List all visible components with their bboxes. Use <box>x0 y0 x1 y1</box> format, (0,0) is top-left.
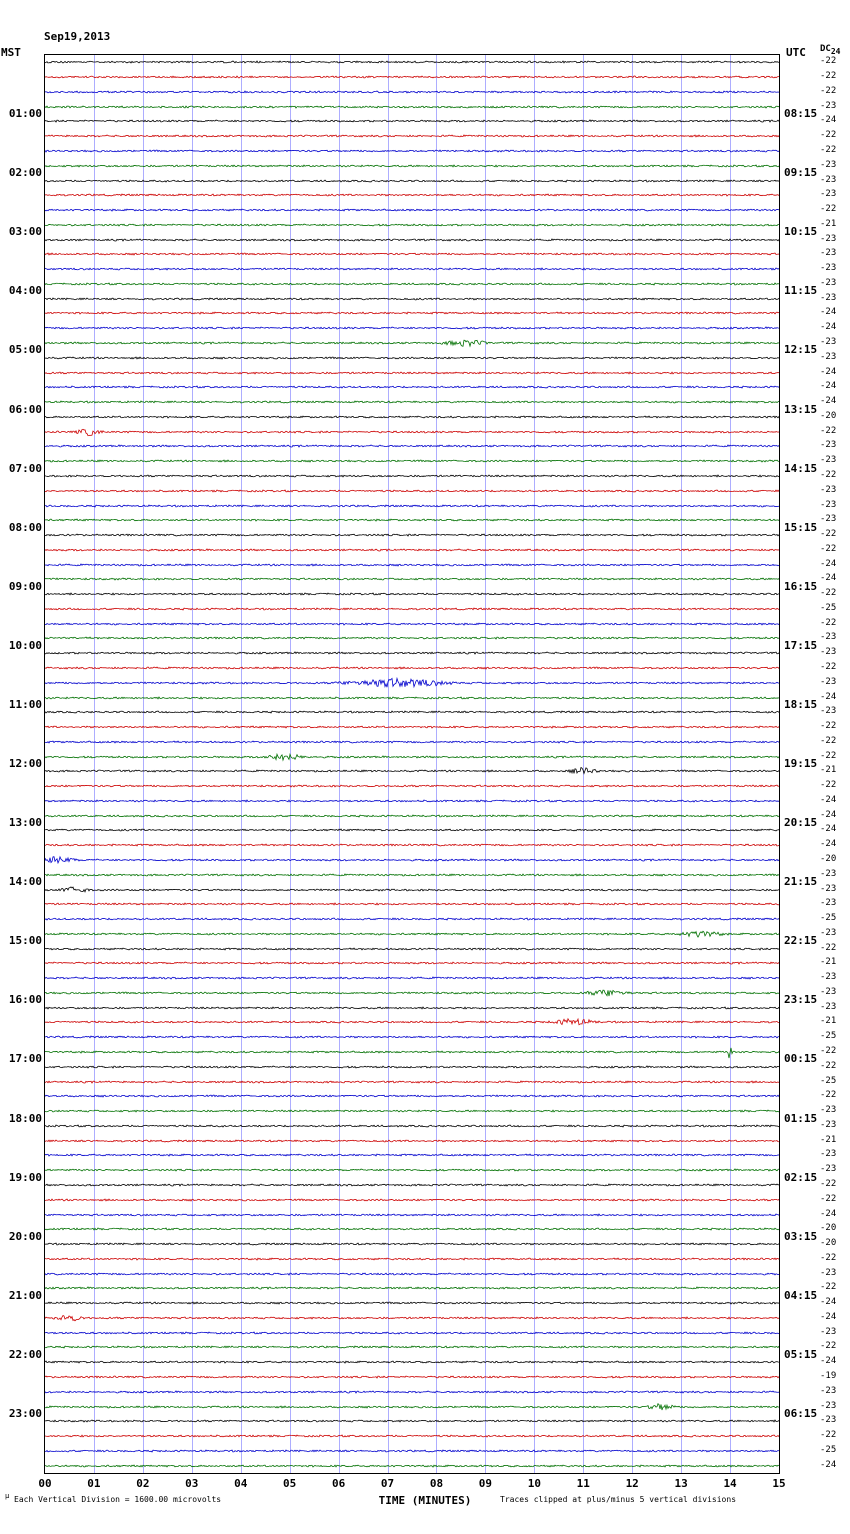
right-hour-label: 04:15 <box>784 1288 818 1302</box>
dc-offset-value: -23 <box>820 499 837 510</box>
right-hour-label: 03:15 <box>784 1229 818 1243</box>
trace-line <box>45 1325 780 1341</box>
dc-offset-value: -23 <box>820 898 837 909</box>
dc-offset-value: -23 <box>820 1385 837 1396</box>
trace-line <box>45 453 780 469</box>
trace-line <box>45 719 780 735</box>
left-hour-label: 02:00 <box>8 166 42 180</box>
dc-offset-value: -23 <box>820 868 837 879</box>
right-hour-label: 09:15 <box>784 166 818 180</box>
left-hour-label-column <box>0 54 42 1474</box>
dc-offset-value: -20 <box>820 854 837 864</box>
x-tick-label: 05 <box>283 1477 297 1490</box>
dc-offset-value: -24 <box>820 366 837 377</box>
dc-offset-value: -24 <box>820 1459 837 1470</box>
dc-offset-value: -23 <box>820 1105 837 1116</box>
trace-line <box>45 305 780 321</box>
trace-line <box>45 217 780 233</box>
dc-offset-value: -22 <box>820 1046 837 1057</box>
x-tick-label: 15 <box>772 1477 786 1490</box>
trace-line <box>45 1074 780 1090</box>
trace-line <box>45 1207 780 1223</box>
left-hour-label: 07:00 <box>8 461 42 475</box>
dc-offset-value: -22 <box>820 780 837 791</box>
trace-line <box>45 690 780 706</box>
trace-line <box>45 1280 780 1296</box>
x-axis-ticks <box>38 1477 786 1491</box>
trace-line <box>45 911 780 927</box>
trace-line <box>45 1428 780 1444</box>
right-hour-label: 15:15 <box>784 520 818 534</box>
trace-line <box>45 808 780 824</box>
trace-line <box>45 246 780 262</box>
right-hour-label: 23:15 <box>784 993 818 1007</box>
trace-line <box>45 1443 780 1459</box>
trace-line <box>45 128 780 144</box>
dc-offset-value: -22 <box>820 85 837 96</box>
dc-offset-value: -22 <box>820 942 837 953</box>
trace-line <box>45 970 780 986</box>
trace-line <box>45 527 780 543</box>
x-tick-label: 11 <box>576 1477 590 1490</box>
right-hour-label: 21:15 <box>784 875 818 889</box>
trace-line <box>45 616 780 632</box>
left-hour-label: 14:00 <box>8 875 42 889</box>
trace-line <box>45 1162 780 1178</box>
trace-line <box>45 586 780 602</box>
dc-offset-value: -23 <box>820 1267 837 1278</box>
left-hour-label: 22:00 <box>8 1347 42 1361</box>
left-hour-label: 01:00 <box>8 107 42 121</box>
dc-offset-value: -22 <box>820 56 837 67</box>
trace-line <box>45 498 780 514</box>
trace-line <box>45 926 780 942</box>
dc-offset-value: -21 <box>820 957 837 968</box>
x-tick-label: 08 <box>429 1477 444 1490</box>
dc-offset-value: -23 <box>820 1119 837 1130</box>
trace-line <box>45 512 780 528</box>
right-hour-label: 06:15 <box>784 1406 818 1420</box>
trace-line <box>45 675 780 691</box>
dc-offset-value: -22 <box>820 130 837 141</box>
dc-offset-value: -20 <box>820 1223 837 1234</box>
dc-offset-value: -23 <box>820 189 837 200</box>
x-tick-label: 03 <box>185 1477 199 1490</box>
trace-line <box>45 822 780 838</box>
trace-line <box>45 645 780 661</box>
scale-note: Each Vertical Division = 1600.00 microvolts <box>14 1495 222 1504</box>
dc-offset-value: -22 <box>820 543 837 554</box>
left-hour-label: 12:00 <box>8 757 42 770</box>
dc-offset-value: -22 <box>820 1178 837 1189</box>
dc-offset-value: -22 <box>820 71 837 82</box>
right-axis-label: UTC <box>786 46 806 59</box>
dc-offset-value: -24 <box>820 824 837 835</box>
trace-line <box>45 261 780 277</box>
dc-offset-value: -24 <box>820 322 837 333</box>
trace-line <box>45 1103 780 1119</box>
trace-line <box>45 69 780 85</box>
trace-line <box>45 365 780 381</box>
trace-line <box>45 793 780 809</box>
dc-offset-value: -23 <box>820 676 837 687</box>
dc-offset-value: -23 <box>820 233 837 244</box>
left-hour-label: 03:00 <box>8 225 42 239</box>
left-hour-label: 20:00 <box>8 1229 42 1243</box>
left-hour-label: 17:00 <box>8 1052 42 1066</box>
dc-offset-value: -23 <box>820 484 837 495</box>
trace-line <box>45 896 780 912</box>
left-hour-label: 18:00 <box>8 1111 42 1125</box>
left-hour-label: 09:00 <box>8 579 42 593</box>
dc-offset-value: -23 <box>820 1149 837 1160</box>
trace-line <box>45 320 780 336</box>
left-hour-label: 15:00 <box>8 934 42 948</box>
left-hour-label: 10:00 <box>8 638 42 652</box>
left-axis-label: MST <box>1 46 21 59</box>
dc-offset-value: -23 <box>820 455 837 466</box>
dc-offset-value: -24 <box>820 396 837 407</box>
dc-offset-value: -22 <box>820 469 837 480</box>
right-hour-label: 16:15 <box>784 579 818 593</box>
right-hour-label: 13:15 <box>784 402 818 416</box>
right-hour-label: 12:15 <box>784 343 818 357</box>
trace-line <box>45 542 780 558</box>
trace-line <box>45 84 780 100</box>
dc-offset-value: -20 <box>820 1238 837 1249</box>
dc-offset-value: -21 <box>820 218 837 229</box>
trace-line <box>45 1251 780 1267</box>
dc-offset-value: -23 <box>820 337 837 348</box>
trace-line <box>45 1221 780 1237</box>
dc-offset-value: -24 <box>820 558 837 569</box>
trace-line <box>45 1059 780 1075</box>
x-tick-label: 09 <box>478 1477 493 1490</box>
dc-offset-value: -24 <box>820 307 837 318</box>
dc-offset-value: -25 <box>820 1075 837 1086</box>
right-hour-label: 01:15 <box>784 1111 818 1125</box>
trace-line <box>45 409 780 425</box>
trace-line <box>45 704 780 720</box>
x-tick-label: 02 <box>136 1477 150 1490</box>
dc-offset-value: -25 <box>820 1031 837 1042</box>
dc-offset-value: -23 <box>820 1326 837 1337</box>
right-hour-label: 10:15 <box>784 225 818 239</box>
dc-offset-value: -23 <box>820 277 837 288</box>
dc-offset-value: -24 <box>820 839 837 850</box>
dc-offset-value: -23 <box>820 159 837 170</box>
dc-offset-value: -22 <box>820 1090 837 1101</box>
left-hour-label: 06:00 <box>8 402 42 416</box>
trace-line <box>45 571 780 587</box>
dc-offset-value: -23 <box>820 514 837 525</box>
trace-line <box>45 749 780 765</box>
dc-offset-value: -24 <box>820 1297 837 1308</box>
right-hour-label: 19:15 <box>784 757 818 770</box>
trace-line <box>45 1413 780 1429</box>
x-tick-label: 01 <box>87 1477 101 1490</box>
dc-offset-value: -22 <box>820 1341 837 1352</box>
dc-offset-value: -24 <box>820 381 837 392</box>
dc-offset-value: -24 <box>820 1356 837 1367</box>
trace-line <box>45 601 780 617</box>
dc-offset-value: -23 <box>820 647 837 658</box>
trace-line <box>45 1118 780 1134</box>
right-hour-label: 17:15 <box>784 638 818 652</box>
trace-line <box>45 291 780 307</box>
dc-offset-value: -24 <box>820 794 837 805</box>
left-hour-label: 11:00 <box>8 697 42 711</box>
dc-offset-value: -22 <box>820 661 837 672</box>
trace-line <box>45 143 780 159</box>
dc-offset-value: -20 <box>820 410 837 421</box>
trace-line <box>45 394 780 410</box>
dc-offset-value: -24 <box>820 809 837 820</box>
x-tick-label: 07 <box>380 1477 395 1490</box>
dc-offset-value: -22 <box>820 1282 837 1293</box>
left-hour-label: 23:00 <box>8 1406 42 1420</box>
left-hour-label: 13:00 <box>8 816 42 830</box>
right-hour-label: 02:15 <box>784 1170 818 1184</box>
dc-offset-value: -23 <box>820 927 837 938</box>
trace-line <box>45 660 780 676</box>
trace-line <box>45 1266 780 1282</box>
right-hour-label: 18:15 <box>784 697 818 711</box>
dc-offset-value: -23 <box>820 248 837 259</box>
dc-offset-value: -24 <box>820 1311 837 1322</box>
dc-offset-value: -25 <box>820 1444 837 1455</box>
trace-line <box>45 1354 780 1370</box>
dc-offset-value: -22 <box>820 721 837 732</box>
trace-line <box>45 630 780 646</box>
x-tick-label: 06 <box>331 1477 346 1490</box>
trace-line <box>45 1310 780 1326</box>
trace-line <box>45 173 780 189</box>
trace-line <box>45 483 780 499</box>
clip-note: Traces clipped at plus/minus 5 vertical divisions <box>500 1495 737 1504</box>
dc-offset-value: -23 <box>820 1001 837 1012</box>
dc-offset-value: -24 <box>820 691 837 702</box>
dc-offset-value: -24 <box>820 573 837 584</box>
dc-axis-text: DC <box>820 44 831 54</box>
dc-offset-value: -23 <box>820 440 837 451</box>
x-tick-label: 00 <box>38 1477 52 1490</box>
trace-line <box>45 1014 780 1030</box>
trace-line <box>45 1000 780 1016</box>
left-hour-label: 21:00 <box>8 1288 42 1302</box>
trace-line <box>45 837 780 853</box>
seismogram-plot[interactable] <box>44 54 780 1474</box>
trace-line <box>45 955 780 971</box>
trace-line <box>45 1236 780 1252</box>
trace-line <box>45 941 780 957</box>
left-hour-label: 08:00 <box>8 520 42 534</box>
trace-line <box>45 734 780 750</box>
trace-line <box>45 557 780 573</box>
trace-line <box>45 158 780 174</box>
trace-line <box>45 202 780 218</box>
dc-offset-value: -21 <box>820 1134 837 1145</box>
dc-offset-value: -23 <box>820 263 837 274</box>
dc-offset-value: -21 <box>820 765 837 776</box>
trace-line <box>45 1369 780 1385</box>
dc-offset-value: -23 <box>820 1400 837 1411</box>
dc-offset-value: -21 <box>820 1016 837 1027</box>
trace-line <box>45 54 780 70</box>
trace-line <box>45 113 780 129</box>
dc-offset-value: -23 <box>820 883 837 894</box>
trace-line <box>45 1147 780 1163</box>
dc-offset-value: -19 <box>820 1370 837 1381</box>
trace-line <box>45 424 780 440</box>
right-hour-label: 11:15 <box>784 284 818 298</box>
dc-offset-value: -22 <box>820 425 837 436</box>
dc-offset-value: -23 <box>820 706 837 717</box>
trace-line <box>45 985 780 1001</box>
micro-symbol: µ <box>5 1492 10 1500</box>
trace-line <box>45 1088 780 1104</box>
trace-line <box>45 1384 780 1400</box>
trace-line <box>45 350 780 366</box>
dc-offset-value: -23 <box>820 174 837 185</box>
trace-line <box>45 232 780 248</box>
x-tick-label: 10 <box>527 1477 541 1490</box>
trace-line <box>45 763 780 779</box>
trace-line <box>45 99 780 115</box>
dc-offset-value: -23 <box>820 1164 837 1175</box>
dc-offset-value: -22 <box>820 588 837 599</box>
trace-line <box>45 187 780 203</box>
dc-offset-value: -23 <box>820 972 837 983</box>
trace-line <box>45 1177 780 1193</box>
right-hour-label: 05:15 <box>784 1347 818 1361</box>
trace-line <box>45 778 780 794</box>
dc-offset-value: -23 <box>820 351 837 362</box>
x-tick-label: 12 <box>625 1477 639 1490</box>
x-tick-label: 04 <box>234 1477 248 1490</box>
x-tick-label: 13 <box>674 1477 688 1490</box>
left-hour-label: 16:00 <box>8 993 42 1007</box>
dc-offset-column <box>820 54 850 1474</box>
trace-line <box>45 1192 780 1208</box>
x-tick-label: 14 <box>723 1477 737 1490</box>
trace-line <box>45 852 780 868</box>
trace-line <box>45 1133 780 1149</box>
dc-offset-value: -24 <box>820 1208 837 1219</box>
trace-line <box>45 1295 780 1311</box>
dc-offset-value: -22 <box>820 617 837 628</box>
dc-axis-sub: 24 <box>830 46 841 56</box>
dc-offset-value: -24 <box>820 115 837 126</box>
trace-line <box>45 335 780 351</box>
dc-offset-value: -22 <box>820 750 837 761</box>
left-hour-label: 19:00 <box>8 1170 42 1184</box>
trace-line <box>45 1399 780 1415</box>
dc-offset-value: -23 <box>820 632 837 643</box>
dc-offset-value: -23 <box>820 292 837 303</box>
x-axis-label: TIME (MINUTES) <box>378 1494 472 1507</box>
dc-offset-value: -22 <box>820 1252 837 1263</box>
trace-line <box>45 438 780 454</box>
left-hour-label: 04:00 <box>8 284 42 298</box>
dc-offset-value: -23 <box>820 986 837 997</box>
trace-line <box>45 1458 780 1474</box>
trace-line <box>45 1339 780 1355</box>
dc-offset-value: -22 <box>820 735 837 746</box>
right-hour-label: 20:15 <box>784 816 818 830</box>
trace-line <box>45 1029 780 1045</box>
dc-offset-value: -22 <box>820 529 837 540</box>
dc-offset-value: -23 <box>820 100 837 111</box>
dc-offset-value: -25 <box>820 913 837 924</box>
trace-line <box>45 276 780 292</box>
right-hour-label: 00:15 <box>784 1052 818 1066</box>
trace-line <box>45 867 780 883</box>
dc-offset-value: -22 <box>820 145 837 155</box>
trace-line <box>45 882 780 898</box>
right-hour-label: 22:15 <box>784 934 818 948</box>
dc-offset-value: -22 <box>820 1193 837 1204</box>
header-date: Sep19,2013 <box>44 30 111 43</box>
trace-line <box>45 379 780 395</box>
dc-offset-value: -22 <box>820 1060 837 1071</box>
dc-offset-value: -22 <box>820 204 837 215</box>
dc-offset-value: -23 <box>820 1415 837 1426</box>
right-hour-label: 14:15 <box>784 461 818 475</box>
dc-offset-value: -22 <box>820 1430 837 1441</box>
trace-line <box>45 1044 780 1060</box>
left-hour-label: 05:00 <box>8 343 42 357</box>
right-hour-label: 08:15 <box>784 107 818 121</box>
trace-line <box>45 468 780 484</box>
dc-offset-value: -25 <box>820 602 837 613</box>
